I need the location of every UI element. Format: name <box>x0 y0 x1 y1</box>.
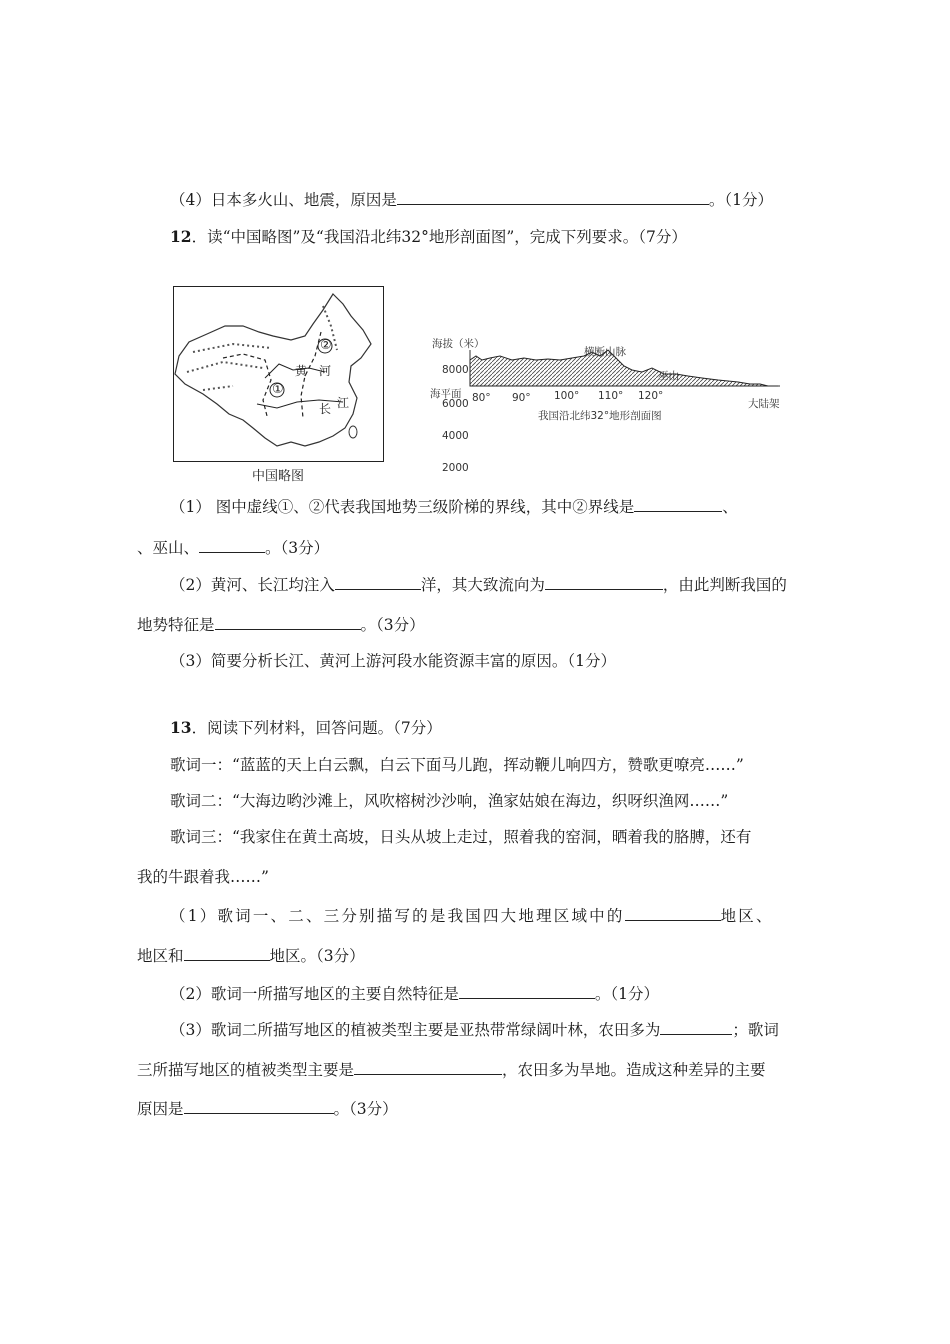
profile-label-shelf: 大陆架 <box>748 398 780 410</box>
profile-label-hengduan: 横断山脉 <box>584 346 626 358</box>
q11-4-blank[interactable] <box>397 188 709 205</box>
q13-3-text-b: ；歌词 <box>732 1021 779 1039</box>
q13-1-text-c: 地区和 <box>137 947 184 965</box>
q12-1-blank-b[interactable] <box>199 536 265 553</box>
profile-y-tick-6000: 6000 <box>442 398 469 410</box>
china-map <box>173 286 384 462</box>
q13-1-blank-a[interactable] <box>625 904 721 921</box>
q12-1-score: 。（3分） <box>265 539 330 557</box>
q12-1-line-a <box>170 495 738 518</box>
q12-2-text-b: 洋，其大致流向为 <box>420 576 545 594</box>
q13-3-text-c: 三所描写地区的植被类型主要是 <box>137 1061 355 1079</box>
q12-number: 12 <box>170 227 192 246</box>
q13-3-blank-c[interactable] <box>184 1097 334 1114</box>
q12-3-line <box>170 650 616 672</box>
q13-3-text-d: ，农田多为旱地。造成这种差异的主要 <box>502 1061 766 1079</box>
q11-4-score: 。（1分） <box>708 191 773 209</box>
q12-2-blank-a[interactable] <box>335 573 421 590</box>
q12-1-sep: 、 <box>722 498 738 516</box>
profile-x-tick-90: 90° <box>512 392 531 404</box>
q12-2-text-a: （2）黄河、长江均注入 <box>170 576 335 594</box>
q13-1-line-a <box>170 904 774 927</box>
q12-intro <box>170 226 687 248</box>
q12-intro-text: ．读“中国略图”及“我国沿北纬32°地形剖面图”，完成下列要求。（7分） <box>191 228 687 246</box>
q12-2-text-d: 地势特征是 <box>137 616 215 634</box>
q13-3-score: 。（3分） <box>333 1100 398 1118</box>
q12-2-blank-b[interactable] <box>545 573 663 590</box>
label-circle2: ② <box>320 338 332 353</box>
q13-intro <box>170 717 442 739</box>
profile-caption: 我国沿北纬32°地形剖面图 <box>538 410 662 422</box>
q13-3-text-a: （3）歌词二所描写地区的植被类型主要是亚热带常绿阔叶林，农田多为 <box>170 1021 661 1039</box>
q13-1-score: 地区。（3分） <box>269 947 365 965</box>
q12-2-text-c: ，由此判断我国的 <box>662 576 787 594</box>
profile-y-tick-4000: 4000 <box>442 430 469 442</box>
q12-1-blank-a[interactable] <box>634 495 722 512</box>
q12-3-text: （3）简要分析长江、黄河上游河段水能资源丰富的原因。（1分） <box>170 652 616 670</box>
q13-3-line-c <box>137 1097 398 1120</box>
profile-x-tick-110: 110° <box>598 390 624 402</box>
q13-1-text-b: 地区、 <box>720 907 774 925</box>
q12-2-line-b <box>137 613 425 636</box>
q12-2-blank-c[interactable] <box>215 613 361 630</box>
q12-2-score: 。（3分） <box>360 616 425 634</box>
q13-2-line <box>170 982 659 1005</box>
label-jiang: 江 <box>337 396 350 410</box>
profile-x-tick-100: 100° <box>554 390 580 402</box>
q13-3-blank-b[interactable] <box>354 1058 502 1075</box>
profile-figure <box>428 330 788 480</box>
q12-2-line-a <box>170 573 787 596</box>
q11-4-line <box>170 188 773 211</box>
q13-3-line-b <box>137 1058 766 1081</box>
profile-label-wushan: 巫山 <box>658 370 679 382</box>
profile-y-title: 海拔（米） <box>432 338 485 350</box>
q11-4-text: （4）日本多火山、地震，原因是 <box>170 191 397 209</box>
map-caption: 中国略图 <box>252 469 305 484</box>
profile-y-tick-8000: 8000 <box>442 364 469 376</box>
q13-2-text: （2）歌词一所描写地区的主要自然特征是 <box>170 985 459 1003</box>
lyric1: 歌词一：“蓝蓝的天上白云飘，白云下面马儿跑，挥动鞭儿响四方，赞歌更嘹亮……” <box>170 756 744 774</box>
q13-intro-text: ．阅读下列材料，回答问题。（7分） <box>191 719 442 737</box>
label-circle1: ① <box>272 382 284 397</box>
q12-1-text-c: 、巫山、 <box>137 539 200 557</box>
profile-x-tick-120: 120° <box>638 390 664 402</box>
q13-2-score: 。（1分） <box>594 985 659 1003</box>
q13-1-blank-b[interactable] <box>184 944 270 961</box>
label-huang: 黄 <box>295 364 308 378</box>
label-he: 河 <box>319 364 332 378</box>
q13-3-line-a <box>170 1018 779 1041</box>
q12-1-text: （1） 图中虚线①、②代表我国地势三级阶梯的界线，其中②界线是 <box>170 498 635 516</box>
lyric3-b: 我的牛跟着我……” <box>137 868 269 886</box>
q13-3-text-e: 原因是 <box>137 1100 184 1118</box>
q12-1-line-b <box>137 536 329 559</box>
lyric3-a: 歌词三：“我家住在黄土高坡，日头从坡上走过，照着我的窑洞，晒着我的胳膊，还有 <box>170 828 752 846</box>
q13-1-line-b <box>137 944 365 967</box>
q13-number: 13 <box>170 718 192 737</box>
china-map-figure <box>173 286 384 462</box>
profile-x-tick-80: 80° <box>472 392 491 404</box>
profile-y-tick-2000: 2000 <box>442 462 469 474</box>
q13-3-blank-a[interactable] <box>660 1018 732 1035</box>
q13-2-blank[interactable] <box>459 982 595 999</box>
label-chang: 长 <box>319 402 332 416</box>
profile-sea-label: 海平面 <box>430 388 462 400</box>
q13-1-text-a: （1）歌词一、二、三分别描写的是我国四大地理区域中的 <box>170 907 625 925</box>
lyric2: 歌词二：“大海边哟沙滩上，风吹榕树沙沙响，渔家姑娘在海边，织呀织渔网……” <box>170 792 729 810</box>
